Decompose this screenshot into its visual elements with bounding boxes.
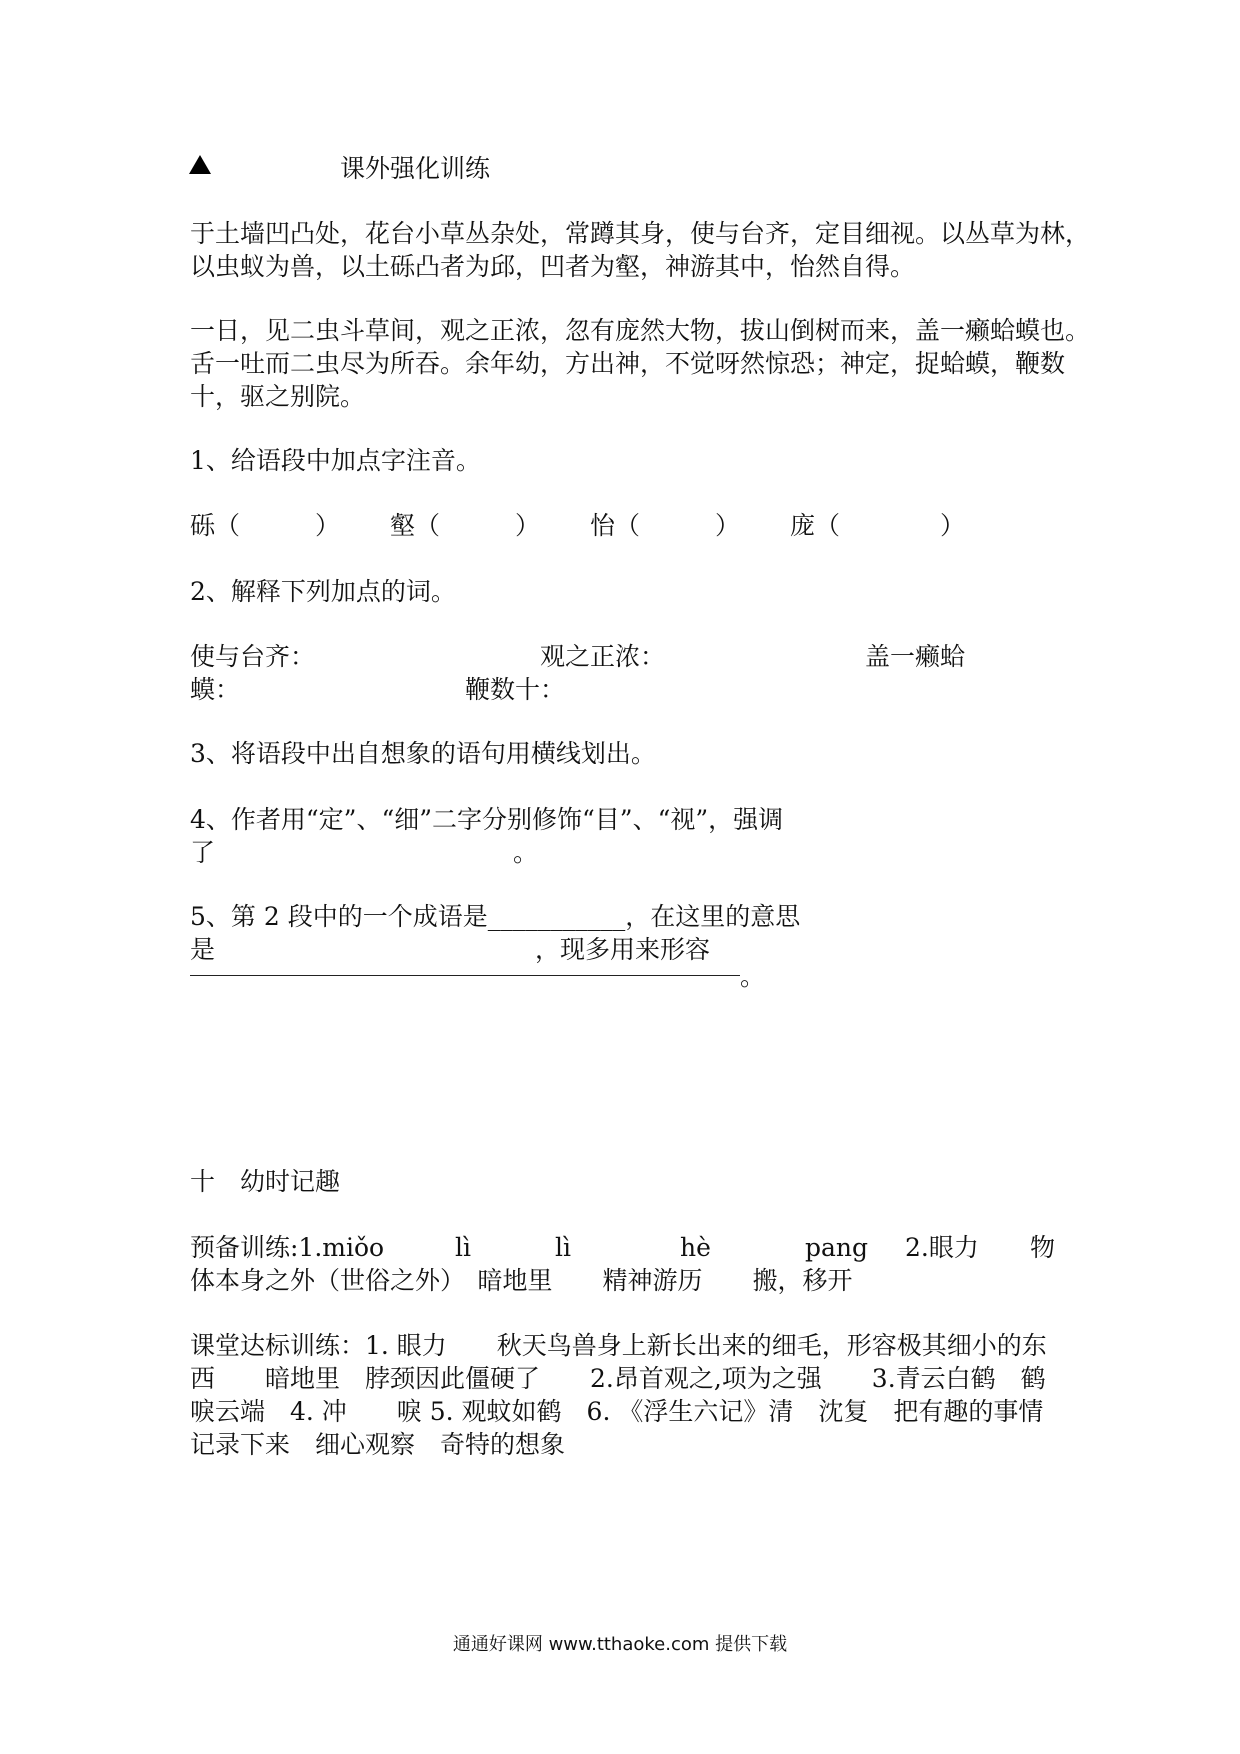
passage2-line1: 一日，见二虫斗草间，观之正浓，忽有庞然大物，拔山倒树而来，盖一癞蛤蟆也。: [190, 316, 1091, 345]
q2-item-4: 鞭数十：: [465, 675, 566, 704]
passage1-line2: 以虫蚁为兽，以土砾凸者为邱，凹者为壑，神游其中，怡然自得。: [190, 252, 916, 281]
q2-item-3: 盖一癞蛤: [865, 642, 966, 671]
passage2-line2: 舌一吐而二虫尽为所吞。余年幼，方出神，不觉呀然惊恐；神定，捉蛤蟆，鞭数: [190, 349, 1066, 378]
question5-line1: 5、第 2 段中的一个成语是___________，在这里的意思: [190, 902, 801, 931]
question3-text: 3、将语段中出自想象的语句用横线划出。: [190, 739, 656, 768]
question5-line2-start: 是: [190, 935, 216, 964]
prep-pinyin-4: hè: [680, 1233, 711, 1262]
question2-text: 2、解释下列加点的词。: [190, 577, 456, 606]
q2-item-1: 使与台齐：: [190, 642, 316, 671]
q1-item-3: 怡（ ）: [590, 511, 741, 540]
prep-pinyin-5: pang: [805, 1233, 869, 1262]
passage1-line1: 于土墙凹凸处，花台小草丛杂处，常蹲其身，使与台齐，定目细视。以丛草为林，: [190, 219, 1091, 248]
prep-pinyin-3: lì: [555, 1233, 571, 1262]
footer-source: 通通好课网 www.tthaoke.com 提供下载: [452, 1634, 788, 1655]
passage2-line3: 十，驱之别院。: [190, 382, 366, 411]
question1-text: 1、给语段中加点字注音。: [190, 446, 481, 475]
class-line2: 西 暗地里 脖颈因此僵硬了 2.昂首观之,项为之强 3.青云白鹤 鹤: [190, 1364, 1046, 1393]
answer-blank-line: [190, 975, 740, 976]
prep-line2: 体本身之外（世俗之外） 暗地里 精神游历 搬，移开: [190, 1266, 853, 1295]
q2-item-2: 观之正浓：: [540, 642, 666, 671]
lesson-heading: 十 幼时记趣: [190, 1167, 341, 1196]
question5-line2-end: ，现多用来形容: [535, 935, 711, 964]
prep-label: 预备训练:1.miǒo: [190, 1233, 385, 1262]
question5-line3-end: 。: [740, 962, 766, 991]
question4-line2-start: 了: [190, 838, 216, 867]
class-line4: 记录下来 细心观察 奇特的想象: [190, 1430, 566, 1459]
question4-line1: 4、作者用“定”、“细”二字分别修饰“目”、“视”，强调: [190, 805, 784, 834]
section-heading: 课外强化训练: [340, 154, 491, 183]
class-line1: 课堂达标训练：1. 眼力 秋天鸟兽身上新长出来的细毛，形容极其细小的东: [190, 1331, 1047, 1360]
q1-item-4: 庞（ ）: [790, 511, 966, 540]
question4-line2-end: 。: [513, 838, 539, 867]
class-line3: 唳云端 4. 冲 唳 5. 观蚊如鹤 6. 《浮生六记》清 沈复 把有趣的事情: [190, 1397, 1044, 1426]
prep-item-2-cont: 物: [1030, 1233, 1056, 1262]
prep-pinyin-2: lì: [455, 1233, 471, 1262]
q1-item-2: 壑（ ）: [390, 511, 541, 540]
prep-item-2: 2.眼力: [905, 1233, 979, 1262]
triangle-marker-icon: [189, 155, 211, 174]
q1-item-1: 砾（ ）: [190, 511, 341, 540]
q2-item-3-cont: 蟆：: [190, 675, 241, 704]
